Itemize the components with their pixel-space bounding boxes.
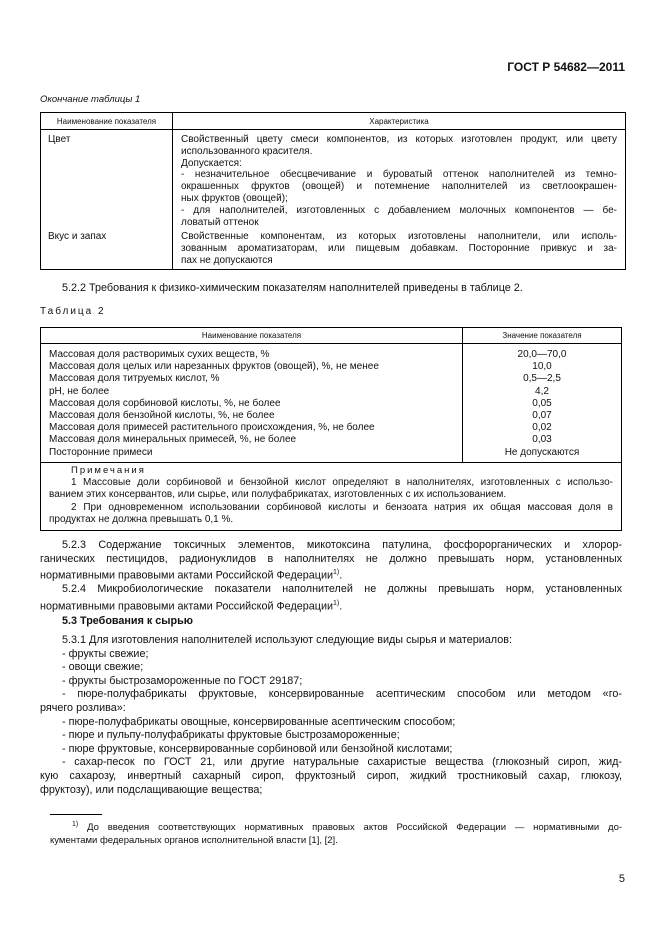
text-line: ловатый оттенок (181, 216, 259, 228)
document-code: ГОСТ Р 54682—2011 (507, 60, 625, 74)
table-body (41, 344, 622, 463)
indicator-value: 4,2 (535, 385, 549, 397)
indicator-name: Массовая доля примесей растительного происхождения, %, не более (49, 422, 375, 434)
indicator-name: Массовая доля сорбиновой кислоты, %, не более (49, 397, 281, 409)
list-item: кую сахарозу, инвертный сахарный сироп, фруктозный сироп, жидкий тростниковый сахар, глюкозу, (40, 769, 622, 782)
list-item: - пюре и пульпу-полуфабрикаты фруктовые быстрозамороженные; (62, 729, 400, 742)
list-item: - сахар-песок по ГОСТ 21, или другие натуральные сахаристые вещества (глюкозный сироп, жид- (62, 756, 622, 769)
indicator-name: pH, не более (49, 385, 110, 397)
list-item: - пюре-полуфабрикаты фруктовые, консервированные асептическим способом или методом «го- (62, 688, 622, 701)
paragraph-5-2-3 (40, 539, 622, 614)
list-item: - пюре фруктовые, консервированные сорбиновой или бензойной кислотами; (62, 742, 453, 755)
list-item: - фрукты быстрозамороженные по ГОСТ 29187; (62, 674, 303, 687)
indicator-name: Посторонние примеси (49, 446, 153, 458)
indicator-name: Массовая доля целых или нарезанных фруктов (овощей), %, не менее (49, 361, 379, 373)
text-line: окрашенных фруктов (овощей) и потемнение наполнителей из светлоокрашен- (181, 181, 617, 193)
table1-header-characteristic: Характеристика (173, 113, 626, 130)
text-line: зованным ароматизаторам, или пищевым добавкам. Посторонние привкус и за- (181, 243, 617, 255)
footnote (50, 818, 622, 847)
indicator-value: 10,0 (532, 361, 552, 373)
list-item: - овощи свежие; (62, 661, 144, 674)
table2-notes (41, 462, 622, 530)
table1-caption: Окончание таблицы 1 (40, 94, 141, 105)
list-item: фруктозу), или подслащивающие вещества; (40, 783, 263, 796)
table1-header-name: Наименование показателя (41, 113, 173, 130)
text: нормативными правовыми актами Российской Федерации (40, 600, 334, 613)
row-characteristic (173, 130, 626, 231)
text-line: пах не допускаются (181, 254, 273, 266)
list-item: - фрукты свежие; (62, 647, 149, 660)
paragraph-5-2-2: 5.2.2 Требования к физико-химическим показателям наполнителей приведены в таблице 2. (62, 282, 523, 294)
row-name: Цвет (41, 130, 173, 231)
indicator-name: Массовая доля титруемых кислот, % (49, 373, 220, 385)
indicator-value: 0,03 (532, 434, 552, 446)
text-line: - для наполнителей, изготовленных с добавлением молочных компонентов — бе- (181, 204, 617, 216)
indicator-value: 20,0—70,0 (517, 349, 567, 360)
indicator-name: Массовая доля минеральных примесей, %, не более (49, 434, 297, 446)
text: нормативными правовыми актами Российской Федерации (40, 569, 334, 582)
page-number: 5 (618, 873, 625, 885)
table-row (41, 130, 626, 231)
row-name: Вкус и запах (41, 230, 173, 269)
indicator-values (463, 344, 622, 463)
indicator-value: Не допускаются (504, 446, 580, 458)
indicator-value: 0,5—2,5 (523, 373, 561, 385)
indicator-names (41, 344, 463, 463)
section-5-3-heading: 5.3 Требования к сырью (62, 615, 193, 627)
text-line: нормативными правовыми актами Российской Федерации$^{1)}$. (40, 569, 343, 582)
row-characteristic (173, 230, 626, 269)
list-item: - пюре-полуфабрикаты овощные, консервированные асептическим способом; (62, 715, 456, 728)
footnote-line: кументами федеральных органов исполнительной власти [1], [2]. (50, 835, 338, 847)
indicator-value: 0,07 (532, 410, 552, 422)
note-line: продуктах не должна превышать 0,1 %. (49, 514, 234, 526)
table-row (41, 230, 626, 269)
table-1 (40, 112, 626, 270)
indicator-value: 0,02 (532, 422, 552, 434)
footnote-separator (50, 814, 102, 815)
table2-header-name: Наименование показателя (41, 328, 463, 344)
text-line: 5.2.4 Микробиологические показатели наполнителей не должны превышать норм, установленных (62, 583, 622, 596)
indicator-value: 0,05 (532, 397, 552, 409)
table2-caption: Таблица 2 (40, 306, 106, 317)
text-line: Свойственный цвету смеси компонентов, из которых изготовлен продукт, или цвету (181, 134, 617, 145)
text-line: нормативными правовыми актами Российской Федерации$^{1)}$. (40, 599, 343, 613)
note-line: 1 Массовые доли сорбиновой и бензойной кислот определяют в наполнителях, изготовленных с использо- (71, 477, 613, 489)
text-line: ганических пестицидов, радионуклидов в наполнителях не должно превышать норм, установленных (40, 552, 622, 565)
text-line: использованного красителя. (181, 145, 313, 157)
indicator-name: Массовая доля растворимых сухих веществ, % (49, 349, 270, 360)
text-line: 5.2.3 Содержание токсичных элементов, микотоксина патулина, фосфорорганических и хлорор- (62, 539, 622, 551)
note-line: ванием этих консервантов, или сырье, или полуфабрикатах, изготовленных с их использованием. (49, 489, 507, 501)
text-line: - незначительное обесцвечивание и буроватый оттенок наполнителей из темно- (181, 169, 617, 181)
footnote-ref: 1) (333, 569, 340, 577)
note-line: 2 При одновременном использовании сорбиновой кислоты и бензоата натрия их общая массовая доля в (71, 501, 613, 513)
text-line: Допускается: (181, 157, 242, 169)
paragraph-5-3-1 (40, 634, 622, 797)
notes-title: Примечания (71, 464, 146, 476)
text-line: ных фруктов (овощей); (181, 192, 288, 204)
text-line: 5.3.1 Для изготовления наполнителей используют следующие виды сырья и материалов: (62, 634, 512, 646)
table2-header-value: Значение показателя (463, 328, 622, 344)
table-2 (40, 327, 622, 531)
footnote-line: До введения соответствующих нормативных правовых актов Российской Федерации — нормативными до- (87, 822, 623, 834)
footnote-ref: 1) (333, 599, 340, 607)
indicator-name: Массовая доля бензойной кислоты, %, не более (49, 410, 275, 422)
text-line: Свойственные компонентам, из которых изготовлены наполнители, или исполь- (181, 231, 617, 243)
footnote-mark: 1) (72, 821, 79, 828)
list-item: рячего розлива»: (40, 701, 126, 714)
